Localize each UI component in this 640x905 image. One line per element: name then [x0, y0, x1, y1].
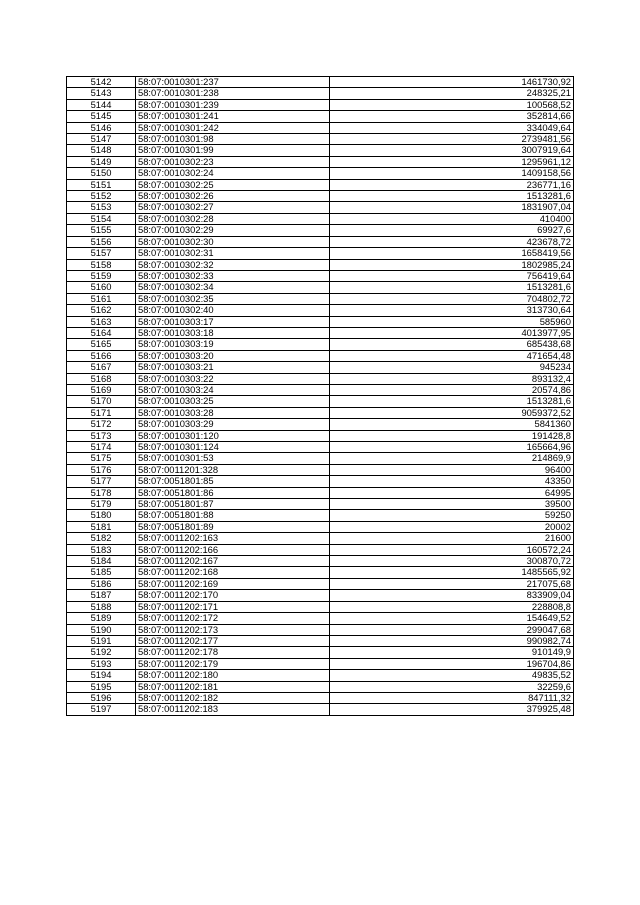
value-cell: 1513281,6: [330, 396, 574, 407]
row-number-cell: 5168: [67, 373, 136, 384]
cadastral-number-cell: 58:07:0011202:183: [136, 704, 330, 715]
row-number-cell: 5187: [67, 590, 136, 601]
cadastral-number-cell: 58:07:0010303:19: [136, 339, 330, 350]
cadastral-number-cell: 58:07:0010303:17: [136, 316, 330, 327]
row-number-cell: 5175: [67, 453, 136, 464]
table-row: [67, 134, 574, 145]
table-row: [67, 88, 574, 99]
cadastral-number-cell: 58:07:0010302:24: [136, 168, 330, 179]
row-number-cell: 5177: [67, 476, 136, 487]
value-cell: 1485565,92: [330, 567, 574, 578]
row-number-cell: 5185: [67, 567, 136, 578]
table-row: [67, 384, 574, 395]
table-row: [67, 111, 574, 122]
value-cell: 3007919,64: [330, 145, 574, 156]
value-cell: 1295961,12: [330, 156, 574, 167]
row-number-cell: 5173: [67, 430, 136, 441]
value-cell: 1658419,56: [330, 248, 574, 259]
row-number-cell: 5193: [67, 658, 136, 669]
cadastral-number-cell: 58:07:0010303:21: [136, 362, 330, 373]
table-row: [67, 156, 574, 167]
cadastral-number-cell: 58:07:0011202:171: [136, 601, 330, 612]
table-row: [67, 590, 574, 601]
table-row: [67, 567, 574, 578]
row-number-cell: 5142: [67, 77, 136, 88]
cadastral-number-cell: 58:07:0010302:23: [136, 156, 330, 167]
cadastral-number-cell: 58:07:0011202:179: [136, 658, 330, 669]
value-cell: 39500: [330, 499, 574, 510]
row-number-cell: 5149: [67, 156, 136, 167]
cadastral-number-cell: 58:07:0011202:166: [136, 544, 330, 555]
value-cell: 228808,8: [330, 601, 574, 612]
value-cell: 756419,64: [330, 270, 574, 281]
cadastral-number-cell: 58:07:0011202:167: [136, 556, 330, 567]
row-number-cell: 5166: [67, 350, 136, 361]
row-number-cell: 5184: [67, 556, 136, 567]
table-row: [67, 122, 574, 133]
value-cell: 20574,86: [330, 384, 574, 395]
table-row: [67, 99, 574, 110]
cadastral-number-cell: 58:07:0010302:28: [136, 213, 330, 224]
row-number-cell: 5154: [67, 213, 136, 224]
cadastral-number-cell: 58:07:0011202:169: [136, 578, 330, 589]
value-cell: 43350: [330, 476, 574, 487]
table-row: [67, 362, 574, 373]
table-row: [67, 327, 574, 338]
table-row: [67, 430, 574, 441]
row-number-cell: 5145: [67, 111, 136, 122]
table-row: [67, 487, 574, 498]
value-cell: 945234: [330, 362, 574, 373]
table-row: [67, 248, 574, 259]
cadastral-number-cell: 58:07:0010302:35: [136, 293, 330, 304]
cadastral-number-cell: 58:07:0010301:124: [136, 442, 330, 453]
value-cell: 423678,72: [330, 236, 574, 247]
cadastral-number-cell: 58:07:0010301:239: [136, 99, 330, 110]
value-cell: 833909,04: [330, 590, 574, 601]
value-cell: 165664,96: [330, 442, 574, 453]
table-row: [67, 168, 574, 179]
cadastral-number-cell: 58:07:0010301:53: [136, 453, 330, 464]
row-number-cell: 5151: [67, 179, 136, 190]
table-row: [67, 613, 574, 624]
row-number-cell: 5150: [67, 168, 136, 179]
value-cell: 1513281,6: [330, 282, 574, 293]
row-number-cell: 5152: [67, 191, 136, 202]
cadastral-number-cell: 58:07:0010302:25: [136, 179, 330, 190]
cadastral-number-cell: 58:07:0010303:28: [136, 407, 330, 418]
row-number-cell: 5178: [67, 487, 136, 498]
table-row: [67, 282, 574, 293]
value-cell: 1513281,6: [330, 191, 574, 202]
value-cell: 32259,6: [330, 681, 574, 692]
row-number-cell: 5165: [67, 339, 136, 350]
table-row: [67, 259, 574, 270]
row-number-cell: 5197: [67, 704, 136, 715]
table-row: [67, 77, 574, 88]
value-cell: 334049,64: [330, 122, 574, 133]
table-row: [67, 556, 574, 567]
row-number-cell: 5167: [67, 362, 136, 373]
table-row: [67, 704, 574, 715]
value-cell: 313730,64: [330, 305, 574, 316]
table-row: [67, 510, 574, 521]
table-row: [67, 499, 574, 510]
row-number-cell: 5179: [67, 499, 136, 510]
value-cell: 1802985,24: [330, 259, 574, 270]
table-row: [67, 236, 574, 247]
row-number-cell: 5180: [67, 510, 136, 521]
table-row: [67, 339, 574, 350]
row-number-cell: 5192: [67, 647, 136, 658]
row-number-cell: 5162: [67, 305, 136, 316]
row-number-cell: 5174: [67, 442, 136, 453]
table-row: [67, 225, 574, 236]
value-cell: 21600: [330, 533, 574, 544]
table-row: [67, 453, 574, 464]
cadastral-number-cell: 58:07:0011202:178: [136, 647, 330, 658]
row-number-cell: 5157: [67, 248, 136, 259]
row-number-cell: 5155: [67, 225, 136, 236]
table-row: [67, 179, 574, 190]
table-row: [67, 635, 574, 646]
row-number-cell: 5171: [67, 407, 136, 418]
cadastral-number-cell: 58:07:0010301:98: [136, 134, 330, 145]
value-cell: 1409158,56: [330, 168, 574, 179]
value-cell: 379925,48: [330, 704, 574, 715]
table-row: [67, 293, 574, 304]
cadastral-number-cell: 58:07:0051801:87: [136, 499, 330, 510]
cadastral-number-cell: 58:07:0010301:120: [136, 430, 330, 441]
row-number-cell: 5156: [67, 236, 136, 247]
value-cell: 410400: [330, 213, 574, 224]
cadastral-number-cell: 58:07:0010301:237: [136, 77, 330, 88]
cadastral-number-cell: 58:07:0011202:182: [136, 692, 330, 703]
value-cell: 154649,52: [330, 613, 574, 624]
table-row: [67, 476, 574, 487]
row-number-cell: 5146: [67, 122, 136, 133]
cadastral-number-cell: 58:07:0010302:34: [136, 282, 330, 293]
cadastral-number-cell: 58:07:0010301:238: [136, 88, 330, 99]
value-cell: 20002: [330, 521, 574, 532]
cadastral-number-cell: 58:07:0010303:29: [136, 419, 330, 430]
table-row: [67, 316, 574, 327]
value-cell: 69927,6: [330, 225, 574, 236]
cadastral-number-cell: 58:07:0010302:26: [136, 191, 330, 202]
table-row: [67, 624, 574, 635]
value-cell: 9059372,52: [330, 407, 574, 418]
cadastral-number-cell: 58:07:0011201:328: [136, 464, 330, 475]
row-number-cell: 5195: [67, 681, 136, 692]
table-row: [67, 658, 574, 669]
table-row: [67, 578, 574, 589]
row-number-cell: 5183: [67, 544, 136, 555]
table-row: [67, 681, 574, 692]
cadastral-number-cell: 58:07:0011202:172: [136, 613, 330, 624]
value-cell: 248325,21: [330, 88, 574, 99]
row-number-cell: 5158: [67, 259, 136, 270]
row-number-cell: 5170: [67, 396, 136, 407]
value-cell: 236771,16: [330, 179, 574, 190]
value-cell: 100568,52: [330, 99, 574, 110]
value-cell: 585960: [330, 316, 574, 327]
row-number-cell: 5190: [67, 624, 136, 635]
value-cell: 96400: [330, 464, 574, 475]
cadastral-number-cell: 58:07:0011202:170: [136, 590, 330, 601]
row-number-cell: 5191: [67, 635, 136, 646]
row-number-cell: 5159: [67, 270, 136, 281]
row-number-cell: 5148: [67, 145, 136, 156]
value-cell: 191428,8: [330, 430, 574, 441]
table-row: [67, 305, 574, 316]
row-number-cell: 5160: [67, 282, 136, 293]
value-cell: 2739481,56: [330, 134, 574, 145]
cadastral-number-cell: 58:07:0010301:242: [136, 122, 330, 133]
table-row: [67, 213, 574, 224]
cadastral-number-cell: 58:07:0051801:89: [136, 521, 330, 532]
cadastral-number-cell: 58:07:0011202:173: [136, 624, 330, 635]
row-number-cell: 5186: [67, 578, 136, 589]
value-cell: 5841360: [330, 419, 574, 430]
value-cell: 217075,68: [330, 578, 574, 589]
table-row: [67, 544, 574, 555]
value-cell: 1831907,04: [330, 202, 574, 213]
row-number-cell: 5161: [67, 293, 136, 304]
table-row: [67, 373, 574, 384]
cadastral-number-cell: 58:07:0010303:18: [136, 327, 330, 338]
cadastral-number-cell: 58:07:0010301:241: [136, 111, 330, 122]
row-number-cell: 5143: [67, 88, 136, 99]
table-row: [67, 191, 574, 202]
cadastral-number-cell: 58:07:0010302:29: [136, 225, 330, 236]
table-row: [67, 670, 574, 681]
cadastral-number-cell: 58:07:0051801:88: [136, 510, 330, 521]
table-row: [67, 692, 574, 703]
row-number-cell: 5153: [67, 202, 136, 213]
value-cell: 471654,48: [330, 350, 574, 361]
row-number-cell: 5172: [67, 419, 136, 430]
cadastral-number-cell: 58:07:0010302:30: [136, 236, 330, 247]
value-cell: 704802,72: [330, 293, 574, 304]
cadastral-number-cell: 58:07:0010302:27: [136, 202, 330, 213]
row-number-cell: 5176: [67, 464, 136, 475]
cadastral-number-cell: 58:07:0010303:20: [136, 350, 330, 361]
row-number-cell: 5144: [67, 99, 136, 110]
value-cell: 910149,9: [330, 647, 574, 658]
cadastral-number-cell: 58:07:0010302:31: [136, 248, 330, 259]
value-cell: 160572,24: [330, 544, 574, 555]
row-number-cell: 5182: [67, 533, 136, 544]
value-cell: 49835,52: [330, 670, 574, 681]
cadastral-number-cell: 58:07:0011202:163: [136, 533, 330, 544]
value-cell: 893132,4: [330, 373, 574, 384]
value-cell: 59250: [330, 510, 574, 521]
cadastral-number-cell: 58:07:0011202:180: [136, 670, 330, 681]
table-row: [67, 419, 574, 430]
cadastral-number-cell: 58:07:0010301:99: [136, 145, 330, 156]
table-row: [67, 350, 574, 361]
value-cell: 214869,9: [330, 453, 574, 464]
cadastral-number-cell: 58:07:0010303:22: [136, 373, 330, 384]
table-row: [67, 407, 574, 418]
value-cell: 64995: [330, 487, 574, 498]
value-cell: 685438,68: [330, 339, 574, 350]
table-row: [67, 145, 574, 156]
row-number-cell: 5164: [67, 327, 136, 338]
row-number-cell: 5196: [67, 692, 136, 703]
value-cell: 1461730,92: [330, 77, 574, 88]
value-cell: 4013977,95: [330, 327, 574, 338]
row-number-cell: 5189: [67, 613, 136, 624]
table-row: [67, 601, 574, 612]
cadastral-number-cell: 58:07:0010303:25: [136, 396, 330, 407]
cadastral-value-table: [66, 76, 574, 716]
table-body: [67, 77, 574, 716]
cadastral-number-cell: 58:07:0051801:85: [136, 476, 330, 487]
row-number-cell: 5163: [67, 316, 136, 327]
value-cell: 990982,74: [330, 635, 574, 646]
value-cell: 847111,32: [330, 692, 574, 703]
cadastral-number-cell: 58:07:0010302:32: [136, 259, 330, 270]
table-row: [67, 521, 574, 532]
row-number-cell: 5194: [67, 670, 136, 681]
table-row: [67, 647, 574, 658]
row-number-cell: 5188: [67, 601, 136, 612]
cadastral-number-cell: 58:07:0011202:181: [136, 681, 330, 692]
cadastral-number-cell: 58:07:0010303:24: [136, 384, 330, 395]
row-number-cell: 5169: [67, 384, 136, 395]
cadastral-number-cell: 58:07:0010302:33: [136, 270, 330, 281]
table-row: [67, 270, 574, 281]
cadastral-number-cell: 58:07:0051801:86: [136, 487, 330, 498]
cadastral-number-cell: 58:07:0011202:177: [136, 635, 330, 646]
value-cell: 300870,72: [330, 556, 574, 567]
table-row: [67, 464, 574, 475]
cadastral-number-cell: 58:07:0011202:168: [136, 567, 330, 578]
cadastral-number-cell: 58:07:0010302:40: [136, 305, 330, 316]
row-number-cell: 5147: [67, 134, 136, 145]
table-row: [67, 533, 574, 544]
value-cell: 196704,86: [330, 658, 574, 669]
table-row: [67, 442, 574, 453]
value-cell: 352814,66: [330, 111, 574, 122]
value-cell: 299047,68: [330, 624, 574, 635]
row-number-cell: 5181: [67, 521, 136, 532]
table-row: [67, 202, 574, 213]
table-row: [67, 396, 574, 407]
